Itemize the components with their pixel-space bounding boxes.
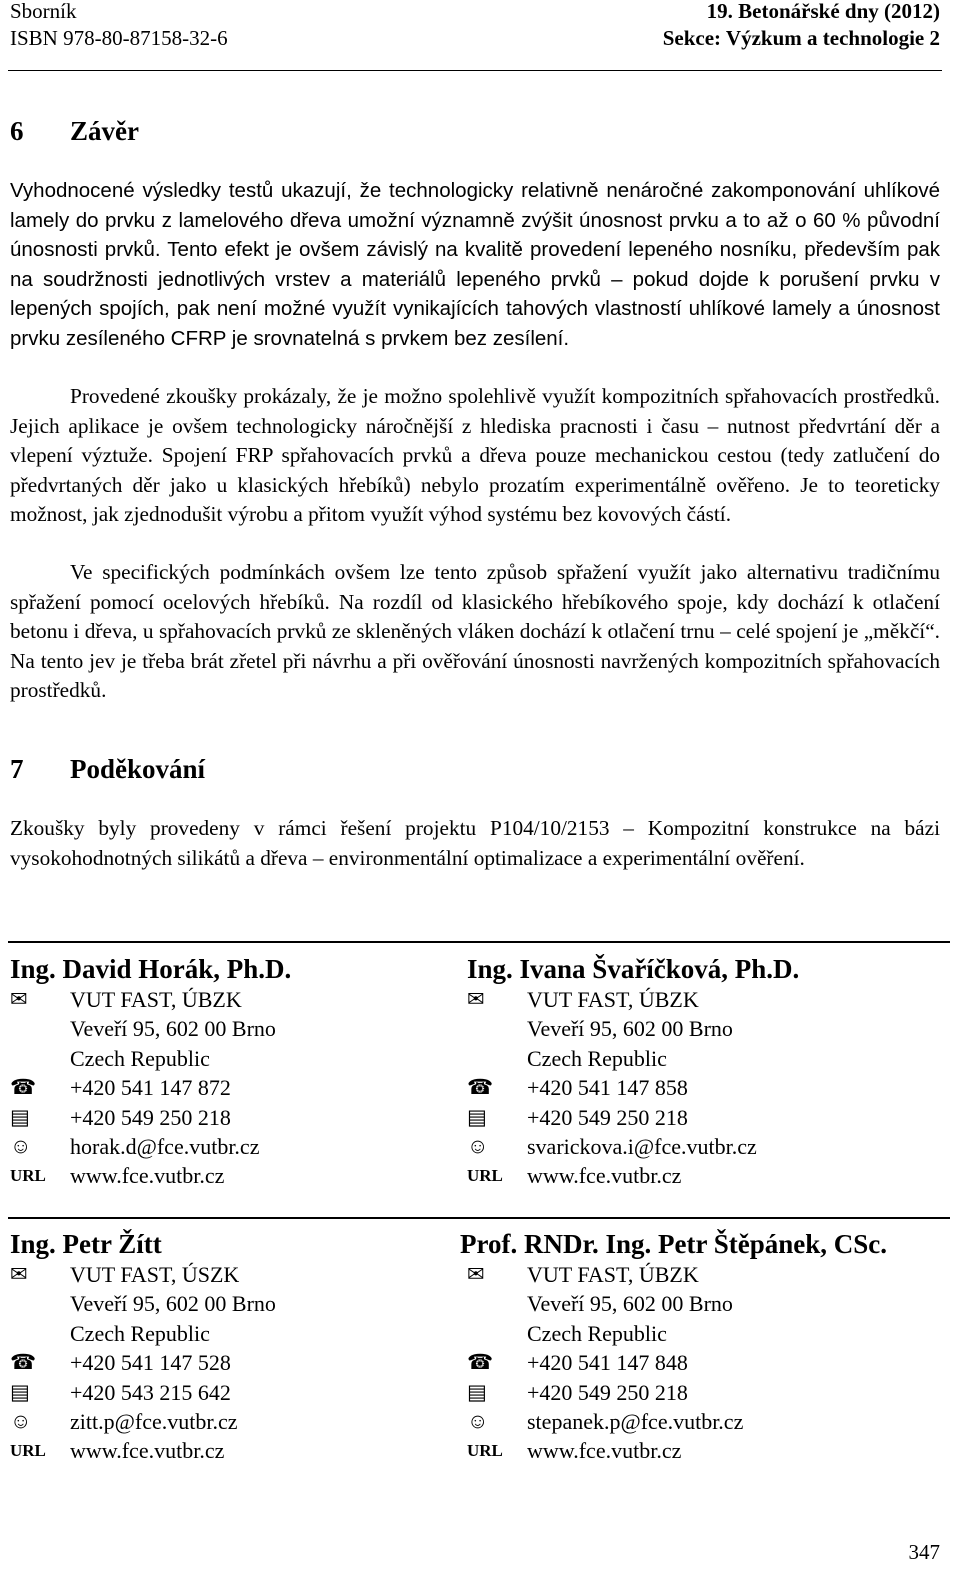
- author-country: Czech Republic: [527, 1320, 667, 1346]
- author-fax: +420 549 250 218: [527, 1104, 688, 1130]
- author-phone: +420 541 147 858: [527, 1075, 688, 1101]
- phone-icon: ☎: [10, 1350, 37, 1375]
- running-header-left: [10, 0, 228, 52]
- author-fax: +420 549 250 218: [70, 1104, 231, 1130]
- isbn: ISBN 978-80-87158-32-6: [10, 26, 228, 50]
- author-country: Czech Republic: [70, 1320, 210, 1346]
- author-org: VUT FAST, ÚBZK: [527, 987, 699, 1012]
- smiley-icon: ☺: [467, 1408, 489, 1433]
- author-name: Ing. Petr Žítt: [10, 1229, 162, 1259]
- conclusion-paragraph-2: [10, 382, 940, 530]
- url-label: URL: [467, 1441, 503, 1461]
- fax-icon: ▤: [10, 1379, 30, 1404]
- fax-icon: ▤: [10, 1104, 30, 1129]
- acknowledgement-paragraph: [10, 814, 940, 873]
- section-number: 7: [10, 754, 24, 784]
- smiley-icon: ☺: [10, 1133, 32, 1158]
- conclusion-paragraph-1: [10, 176, 940, 353]
- contacts-divider: [8, 941, 950, 943]
- header-divider: [8, 70, 942, 71]
- contact-card: [10, 1229, 276, 1466]
- paragraph-text: Ve specifických podmínkách ovšem lze tento způsob spřažení využít jako alternativu tradičnímu spřažení pomocí ocelových hřebíků. Na rozdíl od klasického hřebíkového spoje, kdy dochází k otlačení betonu i dřeva, u spřahovacích prvků ze skleněných vláken dochází k otlačení trnu – celé spojení je „měkčí“. Na tento jev je třeba brát zřetel při návrhu a při ověřování únosnosti navržených kompozitních spřahovacích prostředků.: [10, 560, 940, 702]
- author-org: VUT FAST, ÚBZK: [70, 987, 242, 1012]
- url-label: URL: [10, 1441, 46, 1461]
- author-phone: +420 541 147 848: [527, 1350, 688, 1376]
- running-header-right: [663, 0, 940, 52]
- author-phone: +420 541 147 528: [70, 1350, 231, 1376]
- author-country: Czech Republic: [70, 1045, 210, 1071]
- author-website: www.fce.vutbr.cz: [70, 1163, 225, 1189]
- author-address: Veveří 95, 602 00 Brno: [527, 1016, 733, 1042]
- section-number: 6: [10, 116, 24, 146]
- paragraph-text: Provedené zkoušky prokázaly, že je možno spolehlivě využít kompozitních spřahovacích prostředků. Jejich aplikace je ovšem technologicky náročnější z hlediska pracnosti i času – nutnost předvrtání děr a vlepení výztuže. Spojení FRP spřahovacích prvků a dřeva pouze mechanickou cestou (tedy zatlučení do předvrtaných děr jako u klasických hřebíků) nebylo prozatím experimentálně ověřeno. Je to teoreticky možnost, jak zjednodušit výrobu a přitom využít výhod systému bez kovových částí.: [10, 384, 940, 526]
- author-name: Ing. David Horák, Ph.D.: [10, 954, 292, 984]
- proceedings-label: Sborník: [10, 0, 77, 23]
- contact-card: [460, 1229, 887, 1466]
- author-fax: +420 543 215 642: [70, 1379, 231, 1405]
- url-label: URL: [467, 1166, 503, 1186]
- author-address: Veveří 95, 602 00 Brno: [70, 1291, 276, 1317]
- section-title: Závěr: [70, 116, 139, 146]
- author-fax: +420 549 250 218: [527, 1379, 688, 1405]
- envelope-icon: ✉: [467, 987, 485, 1011]
- section-title: Poděkování: [70, 754, 206, 784]
- page-number: 347: [908, 1540, 940, 1564]
- fax-icon: ▤: [467, 1379, 487, 1404]
- author-email: stepanek.p@fce.vutbr.cz: [527, 1408, 744, 1434]
- author-org: VUT FAST, ÚSZK: [70, 1262, 240, 1287]
- envelope-icon: ✉: [10, 1262, 28, 1286]
- section-heading-conclusion: [10, 116, 139, 147]
- author-address: Veveří 95, 602 00 Brno: [527, 1291, 733, 1317]
- author-address: Veveří 95, 602 00 Brno: [70, 1016, 276, 1042]
- envelope-icon: ✉: [10, 987, 28, 1011]
- conference-name: 19. Betonářské dny (2012): [706, 0, 940, 23]
- conclusion-paragraph-3: [10, 558, 940, 706]
- author-email: horak.d@fce.vutbr.cz: [70, 1133, 260, 1159]
- author-org: VUT FAST, ÚBZK: [527, 1262, 699, 1287]
- contact-card: [10, 954, 291, 1191]
- url-label: URL: [10, 1166, 46, 1186]
- contact-card: [467, 954, 799, 1191]
- author-email: svarickova.i@fce.vutbr.cz: [527, 1133, 757, 1159]
- author-website: www.fce.vutbr.cz: [527, 1438, 682, 1464]
- author-name: Ing. Ivana Švaříčková, Ph.D.: [467, 954, 800, 984]
- author-phone: +420 541 147 872: [70, 1075, 231, 1101]
- section-name: Sekce: Výzkum a technologie 2: [662, 26, 940, 50]
- section-heading-acknowledgement: [10, 754, 205, 785]
- paragraph-text: Zkoušky byly provedeny v rámci řešení projektu P104/10/2153 – Kompozitní konstrukce na bázi vysokohodnotných silikátů a dřeva – environmentální optimalizace a experimentální ověření.: [10, 816, 940, 870]
- author-email: zitt.p@fce.vutbr.cz: [70, 1408, 238, 1434]
- author-website: www.fce.vutbr.cz: [70, 1438, 225, 1464]
- phone-icon: ☎: [10, 1075, 37, 1100]
- fax-icon: ▤: [467, 1104, 487, 1129]
- smiley-icon: ☺: [467, 1133, 489, 1158]
- paragraph-text: Vyhodnocené výsledky testů ukazují, že technologicky relativně nenáročné zakomponování uhlíkové lamely do prvku z lamelového dřeva umožní významně zvýšit únosnost prvku a to až o 60 % původní únosnosti prvků. Tento efekt je ovšem závislý na kvalitě provedení lepeného nosníku, především pak na soudržnosti jednotlivých vrstev a materiálů lepeného prvků – pokud dojde k porušení prvku v lepených spojích, pak není možné využít vynikajících tahových vlastností uhlíkové lamely a únosnost prvku zesíleného CFRP je srovnatelná s prvkem bez zesílení.: [10, 179, 940, 350]
- smiley-icon: ☺: [10, 1408, 32, 1433]
- author-name: Prof. RNDr. Ing. Petr Štěpánek, CSc.: [460, 1229, 887, 1259]
- author-website: www.fce.vutbr.cz: [527, 1163, 682, 1189]
- phone-icon: ☎: [467, 1075, 494, 1100]
- envelope-icon: ✉: [467, 1262, 485, 1286]
- author-country: Czech Republic: [527, 1045, 667, 1071]
- contacts-divider: [8, 1217, 950, 1219]
- phone-icon: ☎: [467, 1350, 494, 1375]
